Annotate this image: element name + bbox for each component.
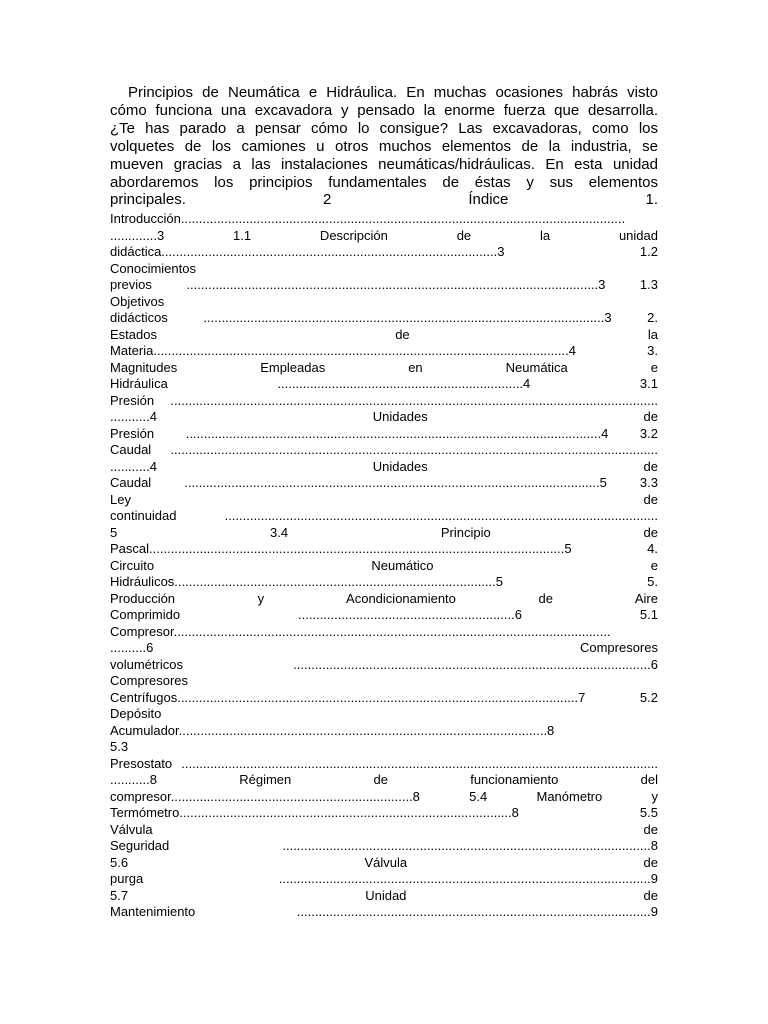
- toc-line: ...........4 Unidades de: [110, 409, 658, 424]
- toc-line: 5.7 Unidad de: [110, 887, 658, 903]
- toc-line: Circuito Neumático e: [110, 557, 658, 573]
- toc-line: 5.3: [110, 739, 129, 754]
- toc-line: Conocimientos: [110, 260, 196, 276]
- intro-line: abordaremos los principios fundamentales de éstas y sus elementos: [110, 173, 658, 191]
- toc-line: Objetivos: [110, 293, 165, 309]
- toc-line: purga .......................................................................................................9: [110, 871, 658, 886]
- toc-line: Válvula de: [110, 821, 658, 837]
- toc-line: 5 3.4 Principio de: [110, 524, 658, 540]
- toc-line: .............3 1.1 Descripción de la unidad: [110, 227, 658, 243]
- intro-paragraph: [110, 84, 658, 209]
- toc-line: Mantenimiento ..................................................................................................9: [110, 904, 658, 919]
- toc-line: Ley de: [110, 491, 658, 507]
- table-of-contents: [110, 211, 658, 921]
- toc-line: didácticos ...............................................................................................................3 2.: [110, 310, 658, 325]
- toc-line: Seguridad ......................................................................................................8: [110, 838, 658, 853]
- toc-line: Hidráulicos.........................................................................................5 5.: [110, 574, 658, 589]
- toc-line: Presión ...................................................................................................................4 3.2: [110, 425, 658, 441]
- toc-line: Depósito: [110, 706, 162, 721]
- toc-line: Caudal .......................................................................................................................................: [110, 442, 658, 457]
- toc-line: Termómetro............................................................................................8 5.5: [110, 805, 658, 820]
- toc-line: ...........8 Régimen de funcionamiento del: [110, 772, 658, 787]
- toc-line: Presión .......................................................................................................................................: [110, 392, 658, 408]
- toc-line: continuidad ........................................................................................................................: [110, 508, 658, 523]
- intro-line: principales. 2 Índice 1.: [110, 191, 658, 209]
- intro-line: Principios de Neumática e Hidráulica. En muchas ocasiones habrás visto: [128, 84, 658, 101]
- toc-line: Compresor.........................................................................................................................: [110, 623, 611, 639]
- toc-line: volumétricos ...................................................................................................6: [110, 656, 658, 672]
- toc-line: Magnitudes Empleadas en Neumática e: [110, 359, 658, 375]
- toc-line: compresor...................................................................8 5.4 Manómetro y: [110, 788, 658, 804]
- toc-line: Presostato ....................................................................................................................................: [110, 755, 658, 771]
- toc-line: ...........4 Unidades de: [110, 458, 658, 474]
- toc-line: Introducción...........................................................................................................................: [110, 211, 626, 226]
- toc-line: ..........6 Compresores: [110, 640, 658, 655]
- toc-line: Acumulador......................................................................................................8: [110, 722, 555, 738]
- intro-line: ¿Te has parado a pensar cómo lo consigue? Las excavadoras, como los: [110, 119, 658, 137]
- toc-line: 5.6 Válvula de: [110, 854, 658, 870]
- toc-line: Hidráulica ....................................................................4 3.1: [110, 376, 658, 391]
- intro-line: mueven gracias a las instalaciones neumáticas/hidráulicas. En esta unidad: [110, 155, 658, 173]
- toc-line: Centrífugos...............................................................................................................7 5.2: [110, 689, 658, 705]
- toc-line: Materia...................................................................................................................4 3.: [110, 343, 658, 358]
- toc-line: previos ..................................................................................................................3 1.3: [110, 277, 658, 292]
- toc-line: Estados de la: [110, 326, 658, 342]
- toc-line: didáctica.............................................................................................3 1.2: [110, 244, 658, 259]
- toc-line: Producción y Acondicionamiento de Aire: [110, 590, 658, 606]
- toc-line: Comprimido ............................................................6 5.1: [110, 607, 658, 622]
- toc-line: Caudal ...................................................................................................................5 3.3: [110, 475, 658, 490]
- intro-line: cómo funciona una excavadora y pensado la enorme fuerza que desarrolla.: [110, 101, 658, 119]
- toc-line: Pascal...................................................................................................................5 4.: [110, 541, 658, 556]
- toc-line: Compresores: [110, 673, 189, 688]
- intro-line: volquetes de los camiones u otros muchos elementos de la industria, se: [110, 137, 658, 155]
